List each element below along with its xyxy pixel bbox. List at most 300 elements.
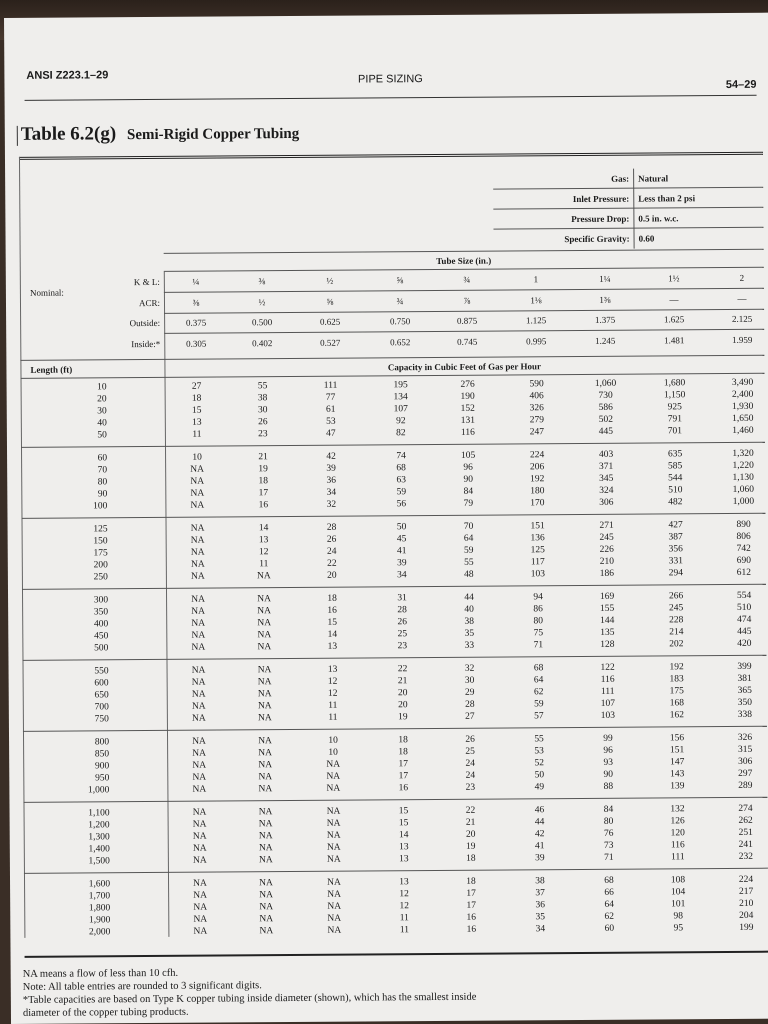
capacity-cell: 92 (396, 416, 406, 427)
capacity-cell: 55 (257, 381, 268, 392)
capacity-cell: 701 (667, 426, 683, 437)
length-value: 125 (93, 524, 108, 535)
capacity-cell: NA (258, 843, 273, 854)
length-value: 100 (93, 501, 108, 512)
capacity-cell: NA (193, 890, 208, 901)
capacity-column (373, 734, 433, 794)
capacity-cell: NA (257, 677, 272, 688)
capacity-cell: 15 (398, 806, 409, 817)
length-value: 200 (93, 560, 108, 571)
capacity-cell: NA (258, 807, 273, 818)
capacity-cell: 116 (670, 840, 685, 851)
capacity-cell: 10 (192, 452, 202, 463)
capacity-cell: 36 (535, 900, 545, 911)
capacity-cell: 585 (667, 461, 683, 472)
capacity-cell: 199 (739, 922, 754, 933)
capacity-cell: 144 (600, 615, 615, 626)
capacity-cell: 24 (326, 546, 337, 557)
capacity-cell: 427 (668, 520, 683, 531)
capacity-cell: 206 (529, 462, 545, 473)
capacity-cell: 324 (599, 485, 614, 496)
outside-row-cell: 0.875 (456, 315, 478, 326)
capacity-cell: 17 (398, 771, 409, 782)
capacity-column (441, 876, 501, 936)
kl-row-cell: 1½ (668, 273, 680, 284)
capacity-cell: 117 (530, 557, 545, 568)
capacity-cell: 175 (669, 686, 684, 697)
capacity-column (508, 591, 568, 651)
capacity-cell: 68 (604, 875, 614, 886)
capacity-cell: 365 (737, 685, 752, 696)
capacity-cell: 17 (466, 888, 476, 899)
capacity-cell: 28 (326, 522, 337, 533)
capacity-cell: 26 (397, 617, 408, 628)
capacity-cell: 151 (669, 745, 685, 756)
capacity-cell: 64 (604, 899, 614, 910)
capacity-cell: 56 (396, 499, 407, 510)
capacity-cell: NA (191, 642, 206, 653)
capacity-cell: 86 (533, 604, 543, 615)
capacity-column (372, 521, 432, 581)
capacity-cell: NA (327, 889, 342, 900)
capacity-cell: 96 (463, 462, 473, 473)
capacity-cell: 136 (530, 533, 545, 544)
capacity-cell: 742 (736, 543, 751, 554)
capacity-cell: 52 (534, 758, 545, 769)
capacity-cell: 169 (599, 591, 615, 602)
capacity-cell: 338 (737, 709, 753, 720)
capacity-column (715, 661, 768, 721)
capacity-cell: 57 (534, 711, 544, 722)
inside-row-cell: 1.959 (732, 334, 753, 345)
inside-row-cell: 1.481 (664, 335, 685, 346)
capacity-cell: 399 (737, 661, 752, 672)
capacity-column (578, 733, 638, 793)
capacity-cell: 266 (668, 591, 684, 602)
capacity-cell: 20 (398, 700, 408, 711)
table-name: Semi-Rigid Copper Tubing (126, 125, 300, 144)
outside-row-cell: 1.375 (594, 314, 616, 325)
capacity-cell: 11 (399, 925, 409, 936)
inside-row-cell: 0.527 (320, 337, 341, 348)
capacity-cell: 245 (668, 603, 684, 614)
capacity-cell: NA (191, 677, 206, 688)
length-value: 80 (97, 477, 108, 488)
capacity-cell: 152 (460, 403, 475, 414)
capacity-cell: 108 (670, 875, 686, 886)
length-group (23, 732, 767, 796)
capacity-cell: 132 (670, 804, 685, 815)
capacity-cell: NA (259, 878, 273, 889)
capacity-cell: 502 (598, 414, 613, 425)
capacity-cell: 34 (326, 487, 337, 498)
capacity-column (371, 379, 431, 439)
length-value: 900 (94, 761, 110, 772)
capacity-cell: 71 (604, 852, 614, 863)
capacity-cell: 890 (736, 519, 751, 530)
capacity-cell: 125 (530, 545, 545, 556)
capacity-cell: 105 (460, 450, 476, 461)
capacity-cell: 93 (603, 757, 613, 768)
capacity-column (578, 662, 638, 722)
capacity-cell: 42 (326, 451, 336, 462)
capacity-cell: 23 (258, 429, 268, 440)
capacity-cell: 59 (534, 699, 544, 710)
acr-row-cell: ⅜ (192, 297, 200, 308)
capacity-column (167, 380, 227, 440)
capacity-cell: 38 (464, 616, 475, 627)
capacity-cell: 31 (397, 593, 407, 604)
capacity-cell: NA (190, 464, 205, 475)
kl-row-cell: 1¼ (599, 273, 611, 284)
length-value: 600 (94, 678, 109, 689)
capacity-cell: 77 (325, 392, 336, 403)
gas-info-box (493, 168, 764, 250)
capacity-cell: NA (191, 689, 206, 700)
capacity-cell: 381 (737, 673, 752, 684)
kl-row-cell: ¼ (192, 276, 200, 287)
capacity-cell: 21 (397, 676, 408, 687)
capacity-cell: 1,130 (732, 472, 754, 483)
capacity-cell: 12 (399, 889, 409, 900)
length-value: 1,000 (87, 785, 110, 796)
capacity-cell: 23 (465, 782, 476, 793)
length-value: 300 (93, 595, 109, 606)
capacity-cell: 48 (464, 569, 474, 580)
specific-gravity-value: 0.60 (638, 233, 655, 244)
capacity-cell: 17 (258, 488, 269, 499)
capacity-cell: 111 (671, 852, 685, 863)
capacity-column (646, 590, 706, 650)
capacity-cell: 90 (463, 474, 474, 485)
capacity-column (234, 593, 294, 653)
length-column (62, 523, 108, 583)
capacity-cell: 111 (323, 380, 338, 391)
length-value: 70 (97, 465, 108, 476)
capacity-cell: NA (193, 914, 208, 925)
capacity-cell: 13 (327, 641, 338, 652)
capacity-cell: NA (257, 618, 272, 629)
length-header (20, 360, 764, 375)
capacity-cell: 34 (535, 924, 546, 935)
capacity-cell: 32 (326, 499, 337, 510)
capacity-cell: 42 (534, 829, 545, 840)
capacity-cell: 15 (327, 617, 338, 628)
capacity-cell: NA (258, 855, 273, 866)
capacity-column (233, 380, 293, 440)
capacity-cell: NA (191, 630, 206, 641)
length-value: 1,900 (88, 915, 111, 926)
capacity-cell: 251 (738, 827, 753, 838)
acr-row-cell: 1⅜ (599, 294, 611, 305)
capacity-cell: 47 (326, 428, 336, 439)
capacity-cell: 20 (465, 829, 476, 840)
capacity-cell: 345 (599, 473, 614, 484)
capacity-column (373, 663, 433, 723)
capacity-cell: 406 (529, 391, 544, 402)
capacity-cell: 30 (257, 405, 268, 416)
capacity-cell: NA (259, 890, 274, 901)
capacity-cell: 18 (398, 735, 408, 746)
capacity-cell: 1,000 (732, 496, 755, 507)
capacity-cell: NA (258, 748, 273, 759)
capacity-cell: 27 (191, 381, 202, 392)
capacity-cell: 22 (397, 664, 408, 675)
capacity-cell: 50 (534, 770, 545, 781)
capacity-cell: NA (190, 571, 205, 582)
capacity-cell: 53 (326, 416, 336, 427)
capacity-cell: 122 (600, 662, 615, 673)
capacity-column (235, 664, 295, 724)
tube-size-header (20, 254, 764, 266)
capacity-column (439, 592, 499, 652)
gas-label: Gas: (611, 173, 630, 184)
length-value: 90 (97, 489, 108, 500)
length-label: Length (ft) (30, 364, 73, 375)
length-value: 50 (97, 430, 107, 441)
capacity-cell: 70 (463, 521, 474, 532)
capacity-cell: 13 (399, 877, 409, 888)
capacity-cell: NA (192, 784, 207, 795)
capacity-cell: NA (258, 831, 273, 842)
capacity-cell: 29 (464, 687, 475, 698)
capacity-cell: 186 (599, 568, 615, 579)
capacity-cell: 554 (736, 590, 752, 601)
capacity-cell: NA (258, 784, 273, 795)
capacity-cell: 1,680 (663, 378, 686, 389)
capacity-cell: NA (327, 913, 342, 924)
outside-row (20, 313, 764, 329)
capacity-label: Capacity in Cubic Feet of Gas per Hour (387, 361, 542, 373)
capacity-cell: 62 (533, 687, 544, 698)
capacity-cell: 33 (464, 640, 475, 651)
capacity-cell: 245 (599, 532, 614, 543)
capacity-cell: 39 (535, 853, 545, 864)
capacity-cell: 21 (258, 452, 268, 463)
length-value: 1,600 (88, 879, 111, 890)
capacity-cell: 16 (327, 605, 337, 616)
capacity-column (438, 450, 498, 510)
capacity-column (716, 874, 768, 934)
capacity-cell: 103 (530, 569, 546, 580)
capacity-cell: 76 (603, 828, 614, 839)
capacity-cell: 20 (397, 688, 408, 699)
capacity-cell: 35 (464, 628, 475, 639)
capacity-cell: 28 (465, 699, 475, 710)
length-value: 20 (97, 394, 107, 405)
length-value: 30 (97, 406, 107, 417)
capacity-column (233, 451, 293, 511)
length-value: 10 (97, 382, 107, 393)
length-column (63, 736, 109, 796)
capacity-cell: 80 (533, 616, 544, 627)
capacity-cell: NA (259, 902, 274, 913)
length-value: 60 (97, 453, 108, 464)
capacity-cell: 13 (399, 842, 409, 853)
page-number: 54–29 (725, 78, 757, 91)
capacity-cell: 26 (326, 534, 337, 545)
capacity-cell: NA (190, 488, 205, 499)
capacity-cell: 26 (465, 734, 475, 745)
capacity-cell: 228 (669, 615, 684, 626)
capacity-cell: 204 (739, 910, 754, 921)
capacity-column (507, 378, 567, 438)
kl-row-cell: ⅜ (258, 276, 266, 287)
capacity-cell: 38 (535, 876, 545, 887)
capacity-column (510, 875, 570, 935)
kl-row-cell: ½ (326, 275, 334, 286)
capacity-cell: NA (190, 476, 205, 487)
capacity-cell: 544 (668, 473, 683, 484)
capacity-cell: 59 (396, 487, 407, 498)
capacity-cell: NA (326, 783, 341, 794)
capacity-column (302, 522, 362, 582)
capacity-cell: 271 (599, 520, 614, 531)
page-header (24, 65, 756, 114)
capacity-cell: 75 (533, 628, 544, 639)
length-group (24, 874, 768, 938)
acr-row-cell: ⅝ (326, 296, 334, 307)
capacity-cell: 55 (464, 557, 474, 568)
length-value: 450 (94, 631, 109, 642)
capacity-cell: 15 (398, 818, 409, 829)
capacity-cell: 17 (466, 900, 476, 911)
kl-row-cell: 1 (533, 274, 539, 285)
capacity-cell: NA (327, 925, 342, 936)
capacity-column (169, 664, 229, 724)
acr-row-cell: — (737, 293, 747, 304)
capacity-cell: 155 (599, 603, 615, 614)
capacity-cell: 38 (257, 393, 268, 404)
capacity-cell: 25 (397, 629, 408, 640)
capacity-cell: 241 (738, 839, 753, 850)
capacity-cell: 12 (327, 688, 338, 699)
capacity-cell: NA (257, 642, 272, 653)
capacity-column (576, 378, 636, 438)
capacity-column (168, 522, 228, 582)
capacity-cell: 11 (328, 700, 338, 711)
capacity-cell: 274 (738, 803, 753, 814)
table-left-border (19, 157, 25, 938)
length-group (22, 590, 766, 654)
capacity-cell: 14 (398, 830, 409, 841)
length-value: 1,100 (88, 808, 110, 819)
capacity-column (234, 522, 294, 582)
capacity-cell: NA (193, 878, 207, 889)
capacity-cell: NA (326, 806, 341, 817)
capacity-column (509, 662, 569, 722)
inlet-pressure-value: Less than 2 psi (638, 193, 696, 204)
capacity-cell: 82 (396, 428, 406, 439)
acr-row-cell: ¾ (396, 296, 404, 307)
capacity-cell: 60 (604, 923, 615, 934)
capacity-cell: 18 (191, 393, 202, 404)
gas-value: Natural (638, 173, 669, 184)
capacity-cell: 18 (466, 876, 476, 887)
length-value: 175 (93, 548, 108, 559)
capacity-cell: 806 (736, 531, 751, 542)
capacity-column (577, 520, 637, 580)
capacity-cell: 2,400 (731, 389, 754, 400)
capacity-column (645, 448, 705, 508)
outside-row-cell: 0.750 (389, 316, 411, 327)
capacity-cell: 474 (737, 614, 752, 625)
capacity-cell: NA (326, 771, 341, 782)
capacity-column (303, 735, 363, 795)
capacity-cell: NA (191, 618, 206, 629)
capacity-cell: NA (190, 500, 205, 511)
capacity-column (714, 590, 768, 650)
capacity-column (576, 449, 636, 509)
capacity-column (645, 377, 705, 437)
capacity-cell: 103 (600, 710, 616, 721)
capacity-column (579, 804, 639, 864)
capacity-column (647, 732, 707, 792)
capacity-cell: 68 (533, 663, 544, 674)
capacity-cell: 13 (258, 535, 269, 546)
capacity-cell: NA (193, 902, 208, 913)
capacity-cell: 180 (530, 486, 545, 497)
capacity-cell: 88 (603, 781, 614, 792)
capacity-cell: 99 (603, 733, 613, 744)
capacity-cell: 331 (668, 556, 683, 567)
kl-row-cell: ¾ (463, 274, 471, 285)
capacity-cell: 11 (399, 913, 409, 924)
standard-number: ANSI Z223.1–29 (26, 69, 109, 82)
capacity-cell: 10 (328, 747, 338, 758)
capacity-cell: 925 (667, 402, 682, 413)
capacity-cell: 44 (534, 817, 545, 828)
capacity-cell: 68 (396, 463, 406, 474)
length-column (64, 807, 110, 867)
capacity-column (648, 874, 708, 934)
capacity-cell: 403 (598, 449, 614, 460)
capacity-column (301, 380, 361, 440)
capacity-cell: 420 (737, 638, 752, 649)
inside-row-cell: 0.995 (526, 336, 547, 347)
capacity-column (438, 379, 498, 439)
capacity-cell: 13 (192, 417, 202, 428)
capacity-cell: 18 (398, 747, 408, 758)
capacity-cell: 98 (673, 911, 684, 922)
length-value: 850 (94, 749, 110, 760)
capacity-cell: NA (190, 559, 205, 570)
capacity-cell: 247 (529, 427, 545, 438)
capacity-cell: 16 (466, 924, 477, 935)
note-footnote-2: diameter of the copper tubing products. (22, 1006, 189, 1019)
capacity-cell: NA (192, 736, 206, 747)
capacity-cell: 387 (668, 532, 683, 543)
inside-row-cell: 0.402 (252, 338, 273, 349)
capacity-cell: 162 (669, 710, 685, 721)
capacity-cell: 202 (669, 639, 684, 650)
capacity-cell: 226 (599, 544, 614, 555)
capacity-cell: NA (190, 547, 205, 558)
capacity-cell: 80 (603, 816, 614, 827)
pressure-drop-value: 0.5 in. w.c. (638, 213, 679, 224)
capacity-cell: 64 (533, 675, 544, 686)
capacity-cell: NA (192, 831, 207, 842)
capacity-cell: 262 (738, 815, 753, 826)
capacity-cell: 445 (737, 626, 752, 637)
capacity-cell: 356 (668, 544, 683, 555)
length-value: 1,700 (88, 891, 111, 902)
capacity-cell: 116 (460, 427, 475, 438)
capacity-cell: 12 (327, 676, 338, 687)
length-value: 950 (95, 773, 110, 784)
capacity-cell: 14 (258, 523, 269, 534)
capacity-cell: 635 (667, 449, 683, 460)
